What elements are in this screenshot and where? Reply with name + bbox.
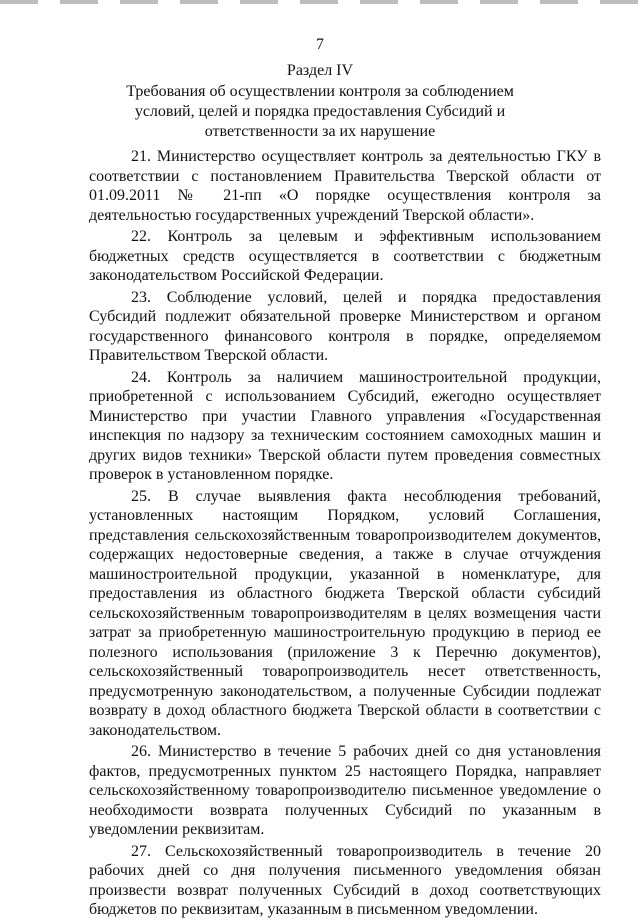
paragraph-23: 23. Соблюдение условий, целей и порядка предоставления Субсидий подлежит обязательной проверке Министерством и органом государственного финансового контроля в порядке, определяемом Правительством Тверской области. — [89, 288, 601, 364]
paragraph-27: 27. Сельскохозяйственный товаропроизводитель в течение 20 рабочих дней со дня получения письменного уведомления обязан произвести возврат полученных Субсидий в доход соответствующих бюджетов по реквизитам, указанным в письменном уведомлении. — [89, 842, 601, 918]
paragraph-21: 21. Министерство осуществляет контроль за деятельностью ГКУ в соответствии с постановлением Правительства Тверской области от 01.09.2011 № 21-пп «О порядке осуществления контроля за деятельностью государственных учреждений Тверской области». — [89, 148, 601, 224]
scan-top-edge — [0, 0, 640, 4]
page-number: 7 — [316, 36, 324, 53]
paragraph-26: 26. Министерство в течение 5 рабочих дней со дня установления фактов, предусмотренных пунктом 25 настоящего Порядка, направляет сельскохозяйственному товаропроизводителю письменное уведомление о необходимости возврата полученных Субсидий по указанным в уведомлении реквизитам. — [89, 743, 601, 838]
section-label: Раздел IV — [286, 62, 354, 79]
paragraph-25: 25. В случае выявления факта несоблюдения требований, установленных настоящим Порядком, условий Соглашения, представления сельскохозяйственным товаропроизводителем документов, содержащих недостоверные сведения, а также в случае отчуждения машиностроительной продукции, указанной в номенклатуре, для предоставления из областного бюджета Тверской области субсидий сельскохозяйственным товаропроизводителям в целях возмещения части затрат за приобретенную машиностроительную продукцию в период ее полезного использования (приложение 3 к Перечню документов), сельскохозяйственный товаропроизводитель несет ответственность, предусмотренную законодательством, а полученные Субсидии подлежат возврату в доход областного бюджета Тверской области в соответствии с законодательством. — [89, 487, 601, 739]
document-body — [89, 147, 601, 922]
paragraph-24: 24. Контроль за наличием машиностроительной продукции, приобретенной с использованием Субсидий, ежегодно осуществляет Министерство при участии Главного управления «Государственная инспекция по надзору за техническим состоянием самоходных машин и других видов техники» Тверской области путем проведения совместных проверок в установленном порядке. — [89, 368, 601, 483]
paragraph-22: 22. Контроль за целевым и эффективным использованием бюджетных средств осуществляется в соответствии с бюджетным законодательством Российской Федерации. — [89, 228, 601, 284]
section-heading: Требования об осуществлении контроля за соблюдением условий, целей и порядка предоставления Субсидий и ответственности за их нарушение — [126, 83, 514, 140]
